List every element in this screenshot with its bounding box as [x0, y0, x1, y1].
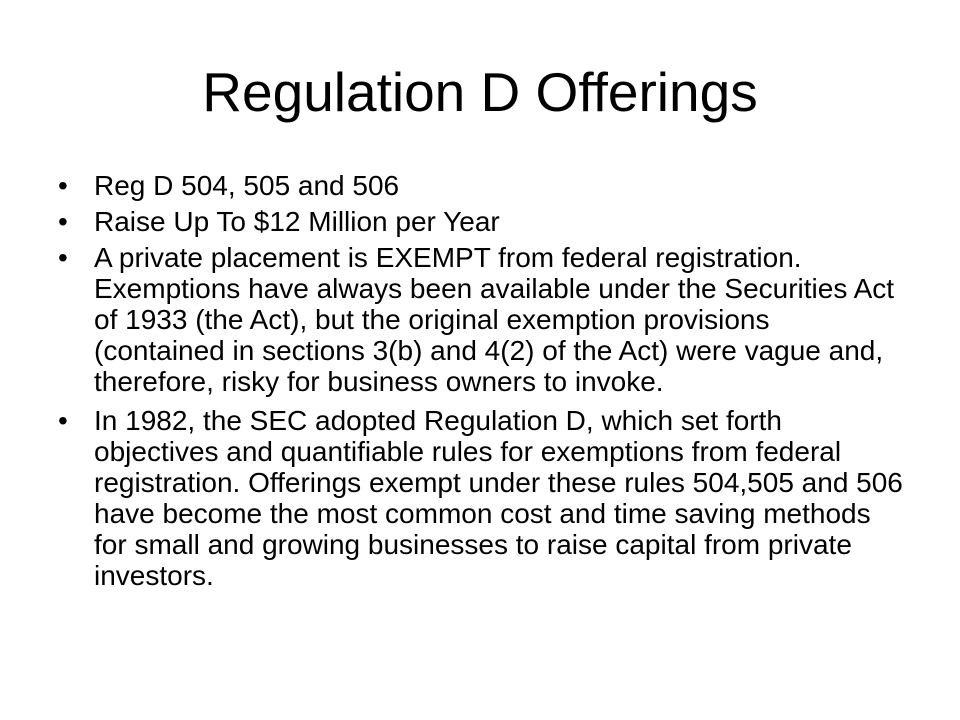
- bullet-marker: •: [58, 242, 68, 273]
- bullet-list: [58, 170, 908, 596]
- bullet-marker: •: [58, 170, 68, 201]
- bullet-marker: •: [58, 405, 68, 436]
- bullet-item-reg-d: [58, 170, 908, 201]
- bullet-item-private-placement: [58, 242, 908, 397]
- bullet-item-raise-limit: [58, 206, 908, 237]
- bullet-item-regulation-d-history: [58, 405, 908, 591]
- bullet-text: Raise Up To $12 Million per Year: [94, 206, 500, 237]
- bullet-text: Reg D 504, 505 and 506: [94, 170, 400, 201]
- bullet-text: In 1982, the SEC adopted Regulation D, which set forth objectives and quantifiable rules for exemptions from federal registration. Offerings exempt under these rules 504,505 and 506 have become the most common cost and time saving methods for small and growing businesses to raise capital from private investors.: [94, 405, 903, 591]
- bullet-marker: •: [58, 206, 68, 237]
- slide-title: Regulation D Offerings: [202, 61, 758, 123]
- bullet-text: A private placement is EXEMPT from federal registration. Exemptions have always been available under the Securities Act of 1933 (the Act), but the original exemption provisions (contained in sections 3(b) and 4(2) of the Act) were vague and, therefore, risky for business owners to invoke.: [94, 242, 895, 397]
